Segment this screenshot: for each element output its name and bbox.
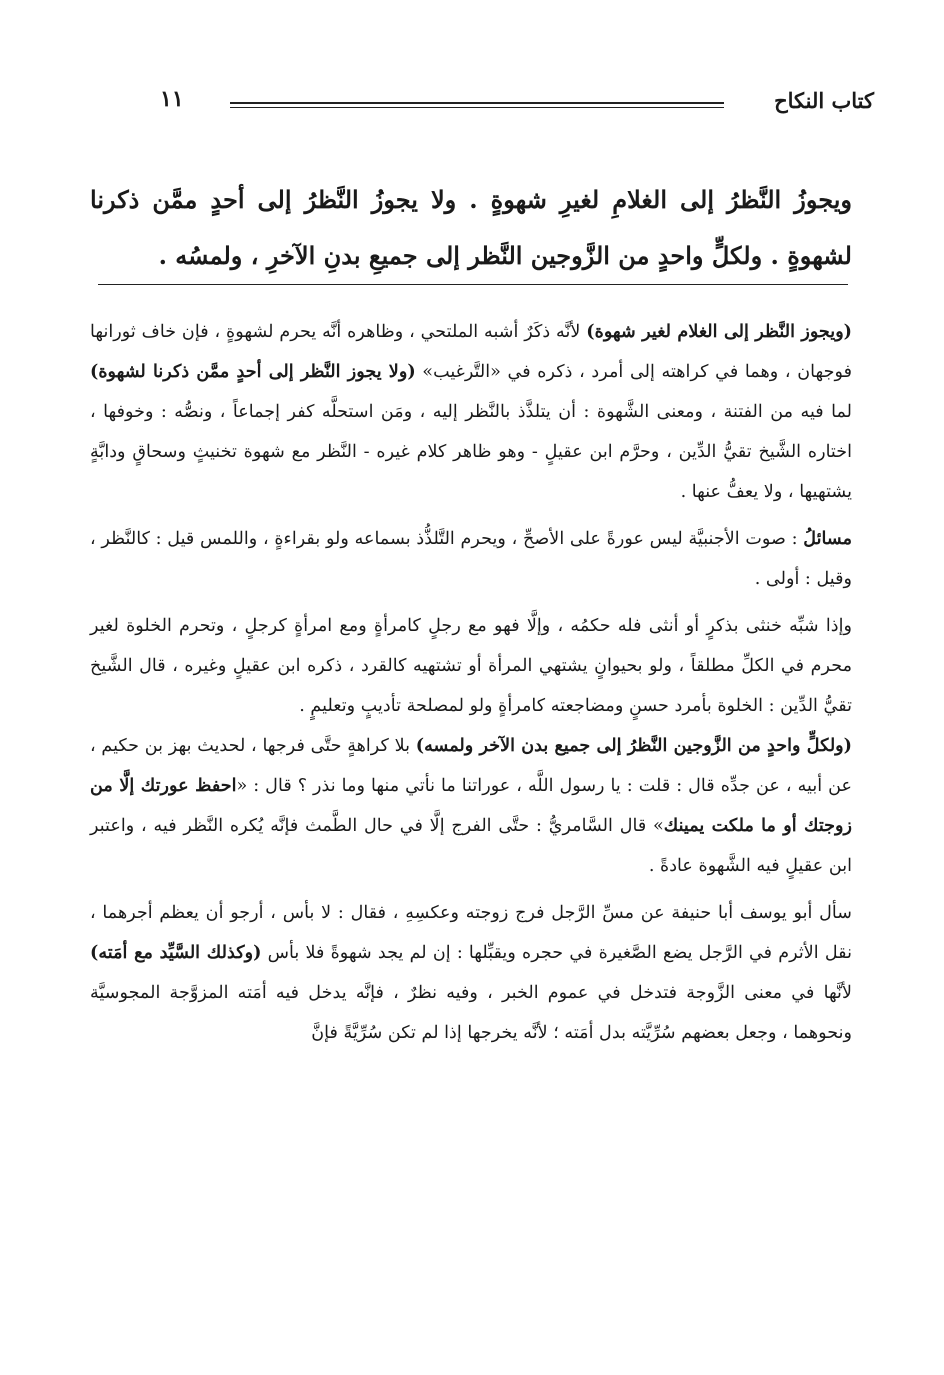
commentary-text: : صوت الأجنبيَّة ليس عورةً على الأصحِّ ، ويحرم التَّلذُّذ بسماعه ولو بقراءةٍ ، واللمس قيل : كالنَّظر ، وقيل : أولى . <box>90 529 852 589</box>
running-title: كتاب النكاح <box>774 88 874 113</box>
commentary-paragraph <box>90 893 852 1053</box>
page-header <box>150 82 874 126</box>
commentary-text: لأنَّه ذكَرٌ أشبه الملتحي ، وظاهره أنَّه يحرم لشهوةٍ ، فإن خاف ثورانها فوجهان ، وهما في كراهته إلى أمرد ، ذكره في «التَّرغيب» <box>90 322 852 382</box>
quoted-text: (ولا يجوز النَّظر إلى أحدٍ ممَّن ذكرنا لشهوة) <box>90 361 416 382</box>
commentary-text: لما فيه من الفتنة ، ومعنى الشَّهوة : أن يتلذَّذ بالنَّظر إليه ، ومَن استحلَّه كفر إجماعاً ، ونصُّه : وخوفها ، اختاره الشَّيخ تقيُّ الدِّين ، وحرَّم ابن عقيلٍ - وهو ظاهر كلام غيره - النَّظر مع شهوة تخنيثٍ وسحاقٍ ودابَّةٍ يشتهيها ، ولا يعفُّ عنها . <box>90 402 852 502</box>
quoted-text: (ولكلٍّ واحدٍ من الزَّوجين النَّظرُ إلى جميع بدن الآخر ولمسه) <box>415 735 853 756</box>
commentary-paragraph <box>90 312 852 512</box>
main-text: ويجوزُ النَّظرُ إلى الغلامِ لغيرِ شهوةٍ . ولا يجوزُ النَّظرُ إلى أحدٍ ممَّن ذكرنا لشهوةٍ . ولكلٍّ واحدٍ من الزَّوجين النَّظر إلى جميعِ بدنِ الآخرِ ، ولمسُه . <box>90 185 852 270</box>
header-rule-thin <box>230 107 724 108</box>
commentary-text: لأنَّها في معنى الزَّوجة فتدخل في عموم الخبر ، وفيه نظرٌ ، فإنَّه يدخل فيه أمَته المزوَّجة المجوسيَّة ونحوهما ، وجعل بعضهم سُرِّيَّته بدل أمَته ؛ لأنَّه يخرجها إذا لم تكن سُرِّيَّةً فإنَّ <box>90 983 852 1043</box>
commentary <box>90 312 852 1053</box>
hadith-quote: احفظ عورتك إلَّا من زوجتك أو ما ملكت يمينك <box>90 775 852 836</box>
quoted-text: (ويجوز النَّظر إلى الغلام لغير شهوة) <box>586 321 853 342</box>
commentary-text: وإذا شبِّه خنثى بذكرٍ أو أنثى فله حكمُه ، وإلَّا فهو مع رجلٍ كامرأةٍ ومع امرأةٍ كرجلٍ ، وتحرم الخلوة لغير محرم في الكلِّ مطلقاً ، ولو بحيوانٍ يشتهي المرأة أو تشتهيه كالقرد ، ذكره ابن عقيلٍ وغيره ، قال الشَّيخ تقيُّ الدِّين : الخلوة بأمرد حسنٍ ومضاجعته كامرأةٍ ولو لمصلحة تأديبٍ وتعليمٍ . <box>90 616 852 716</box>
commentary-text: سأل أبو يوسف أبا حنيفة عن مسِّ الرَّجل فرج زوجته وعكسِهِ ، فقال : لا بأس ، أرجو أن يعظم أجرهما ، نقل الأثرم في الرَّجل يضع الصَّغيرة في حجره ويقبِّلها : إن لم يجد شهوةً فلا بأس <box>90 903 852 963</box>
quoted-text: (وكذلك السَّيِّد مع أمَته) <box>90 942 262 963</box>
header-rule <box>230 102 724 104</box>
page-number: ١١ <box>160 86 184 112</box>
separator-rule <box>98 284 848 285</box>
commentary-paragraph <box>90 726 852 886</box>
commentary-paragraph <box>90 519 852 599</box>
section-heading: مسائلُ <box>803 528 852 549</box>
commentary-text: » قال السَّامريُّ : حتَّى الفرج إلَّا في حال الطَّمث فإنَّه يُكره النَّظر فيه ، واعتبر ابن عقيلٍ فيه الشَّهوة عادةً . <box>90 816 852 876</box>
commentary-text: بلا كراهةٍ حتَّى فرجها ، لحديث بهز بن حكيم ، عن أبيه ، عن جدِّه قال : قلت : يا رسول اللَّه ، عوراتنا ما نأتي منها وما نذر ؟ قال : « <box>90 736 852 796</box>
commentary-paragraph <box>90 606 852 726</box>
